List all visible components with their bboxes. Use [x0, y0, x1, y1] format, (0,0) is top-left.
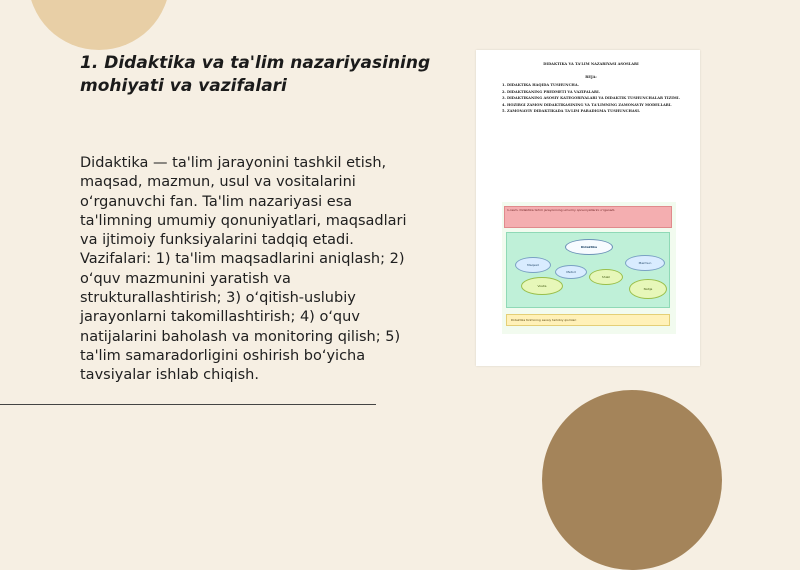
diagram-note: 1-rasm. Didaktika ta'lim jarayonining umumiy qonuniyatlarini o'rganadi. [504, 206, 672, 228]
diagram-center-node: Didaktika [565, 239, 613, 255]
document-outline-item: 2. DIDAKTIKANING PREDMETI VA VAZIFALARI. [502, 89, 600, 94]
document-subheading: REJA: [585, 75, 597, 79]
diagram-footer: Didaktika tizimining asosiy tarkibiy qismlari [506, 314, 670, 326]
diagram-node: Vosita [521, 277, 563, 295]
document-image [476, 50, 700, 366]
document-outline-item: 1. DIDAKTIKA HAQIDA TUSHUNCHA. [502, 83, 579, 87]
diagram-node: Mazmun [625, 255, 665, 271]
slide-title: 1. Didaktika va ta'lim nazariyasining mohiyati va vazifalari [80, 53, 431, 96]
slide-body-text: Didaktika — ta'lim jarayonini tashkil etish, maqsad, mazmun, usul va vositalarini o‘rganuvchi fan. Ta'lim nazariyasi esa ta'limning umumiy qonuniyatlari, maqsadlari va ijtimoiy funksiyalarini tadqiq etadi. Vazifalari: 1) ta'lim maqsadlarini aniqlash; 2) o‘quv mazmunini yaratish va strukturallashtirish; 3) o‘qitish-uslubiy jarayonlarni takomillashtirish; 4) o‘quv natijalarini baholash va monitoring qilish; 5) ta'lim samaradorligini oshirish bo‘yicha tavsiyalar ishlab chiqish. [80, 155, 407, 384]
document-heading: DIDAKTIKA VA TA'LIM NAZARIYASI ASOSLARI [543, 62, 639, 66]
document-outline-item: 5. ZAMONAVIY DIDAKTIKADA TA'LIM PARADIGMA TUSHUNCHASI. [502, 109, 641, 113]
diagram-node: Natija [629, 279, 667, 299]
divider-line [0, 404, 376, 405]
document-outline-item: 3. DIDAKTIKANING ASOSIY KATEGORIYALARI VA DIDAKTIK TUSHUNCHALAR TIZIMI. [502, 96, 680, 100]
decorative-circle-top [28, 0, 170, 50]
document-outline-item: 4. HOZIRGI ZAMON DIDAKTIKASINING VA TA'LIMNING ZAMONAVIY MODELLARI. [502, 102, 672, 107]
diagram-node: Metod [555, 265, 587, 279]
diagram-node: Maqsad [515, 257, 551, 273]
diagram-panel [506, 232, 670, 308]
diagram-node: Shakl [589, 269, 623, 285]
document-text-block [502, 62, 680, 116]
decorative-circle-bottom [542, 390, 722, 570]
document-diagram [502, 202, 676, 334]
